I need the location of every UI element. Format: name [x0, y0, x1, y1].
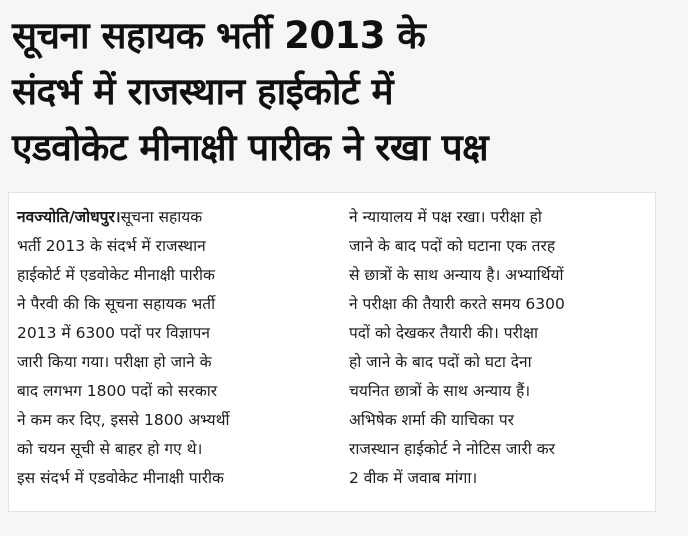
- article-text: सूचना सहायक: [120, 208, 203, 226]
- article-line: भर्ती 2013 के संदर्भ में राजस्थान: [17, 237, 206, 255]
- article-line: ने न्यायालय में पक्ष रखा। परीक्षा हो: [349, 208, 542, 226]
- article-line: हाईकोर्ट में एडवोकेट मीनाक्षी पारीक: [17, 266, 215, 284]
- article-line: [17, 203, 331, 232]
- dateline: नवज्योति/जोधपुर।: [17, 208, 121, 226]
- article-line: ने कम कर दिए, इससे 1800 अभ्यर्थी: [17, 411, 230, 429]
- article-line: 2013 में 6300 पदों पर विज्ञापन: [17, 324, 210, 342]
- headline-line-2: संदर्भ में राजस्थान हाईकोर्ट में: [12, 70, 394, 113]
- article-line: से छात्रों के साथ अन्याय है। अभ्यार्थियों: [349, 266, 564, 284]
- article-column-right: [339, 193, 655, 511]
- article-line: अभिषेक शर्मा की याचिका पर: [349, 411, 514, 429]
- headline-line-1: सूचना सहायक भर्ती 2013 के: [12, 14, 426, 57]
- article-line: पदों को देखकर तैयारी की। परीक्षा: [349, 324, 539, 342]
- headline-line-3: एडवोकेट मीनाक्षी पारीक ने रखा पक्ष: [12, 126, 489, 169]
- headline: [12, 8, 672, 176]
- article-line: बाद लगभग 1800 पदों को सरकार: [17, 382, 218, 400]
- article-line: ने पैरवी की कि सूचना सहायक भर्ती: [17, 295, 216, 313]
- article-line: चयनित छात्रों के साथ अन्याय हैं।: [349, 382, 531, 400]
- article-column-left: [9, 193, 339, 511]
- article-line: हो जाने के बाद पदों को घटा देना: [349, 353, 532, 371]
- article-line: जाने के बाद पदों को घटाना एक तरह: [349, 237, 556, 255]
- article-line: ने परीक्षा की तैयारी करते समय 6300: [349, 295, 565, 313]
- article-line: इस संदर्भ में एडवोकेट मीनाक्षी पारीक: [17, 469, 224, 487]
- article-line: जारी किया गया। परीक्षा हो जाने के: [17, 353, 212, 371]
- article-line: को चयन सूची से बाहर हो गए थे।: [17, 440, 203, 458]
- article-line: राजस्थान हाईकोर्ट ने नोटिस जारी कर: [349, 440, 555, 458]
- article-line: 2 वीक में जवाब मांगा।: [349, 469, 478, 487]
- article-body: [8, 192, 656, 512]
